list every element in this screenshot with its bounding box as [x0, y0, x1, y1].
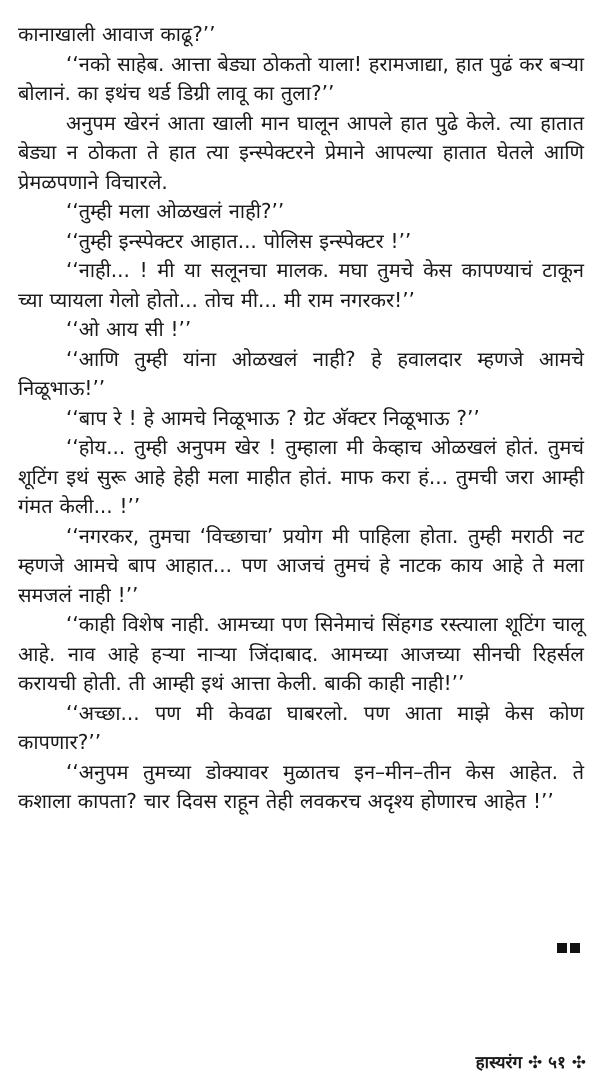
end-square-icon [557, 943, 567, 953]
end-square-icon [570, 943, 580, 953]
paragraph: ‘‘होय... तुम्ही अनुपम खेर ! तुम्हाला मी केव्हाच ओळखलं होतं. तुमचं शूटिंग इथं सुरू आहे हेही मला माहीत होतं. माफ करा हं... तुमची जरा आम्ही गंमत केली... !’’ [18, 435, 584, 518]
paragraph: अनुपम खेरनं आता खाली मान घालून आपले हात पुढे केले. त्या हातात बेड्या न ठोकता ते हात त्या इन्स्पेक्टरने प्रेमाने आपल्या हातात घेतले आणि प्रेमळपणाने विचारले. [18, 110, 584, 194]
paragraph: ‘‘काही विशेष नाही. आमच्या पण सिनेमाचं सिंहगड रस्त्याला शूटिंग चालू आहे. नाव आहे हऱ्या नाऱ्या जिंदाबाद. आमच्या आजच्या सीनची रिहर्सल करायची होती. ती आम्ही इथं आत्ता केली. बाकी काही नाही!’’ [18, 612, 584, 695]
paragraph: ‘‘बाप रे ! हे आमचे निळूभाऊ ? ग्रेट अ‍ॅक्टर निळूभाऊ ?’’ [66, 405, 480, 430]
paragraph: ‘‘तुम्ही इन्स्पेक्टर आहात... पोलिस इन्स्पेक्टर !’’ [66, 228, 412, 253]
paragraph: ‘‘ओ आय सी !’’ [66, 317, 192, 341]
page-body [18, 20, 584, 817]
paragraph: ‘‘अनुपम तुमच्या डोक्यावर मुळातच इन–मीन–तीन केस आहेत. ते कशाला कापता? चार दिवस राहून तेही लवकरच अदृश्य होणारच आहेत !’’ [18, 759, 584, 813]
page-footer: हास्यरंग ✣ ५१ ✣ [475, 1053, 586, 1073]
paragraph: ‘‘तुम्ही मला ओळखलं नाही?’’ [66, 199, 285, 223]
section-end-mark [554, 934, 580, 958]
paragraph: ‘‘नगरकर, तुमचा ‘विच्छाचा’ प्रयोग मी पाहिला होता. तुम्ही मराठी नट म्हणजे आमचे बाप आहात... पण आजचं तुमचं हे नाटक काय आहे ते मला समजलं नाही !’’ [18, 523, 584, 607]
paragraph: कानाखाली आवाज काढू?’’ [18, 22, 216, 46]
paragraph: ‘‘अच्छा... पण मी केवढा घाबरलो. पण आता माझे केस कोण कापणार?’’ [18, 700, 584, 754]
paragraph: ‘‘नको साहेब. आत्ता बेड्या ठोकतो याला! हरामजाद्या, हात पुढं कर बऱ्या बोलानं. का इथंच थर्ड डिग्री लावू का तुला?’’ [18, 51, 584, 105]
paragraph: ‘‘आणि तुम्ही यांना ओळखलं नाही? हे हवालदार म्हणजे आमचे निळूभाऊ!’’ [18, 346, 584, 400]
paragraph: ‘‘नाही... ! मी या सलूनचा मालक. मघा तुमचे केस कापण्याचं टाकून च्या प्यायला गेलो होतो... तोच मी... मी राम नगरकर!’’ [18, 258, 584, 312]
